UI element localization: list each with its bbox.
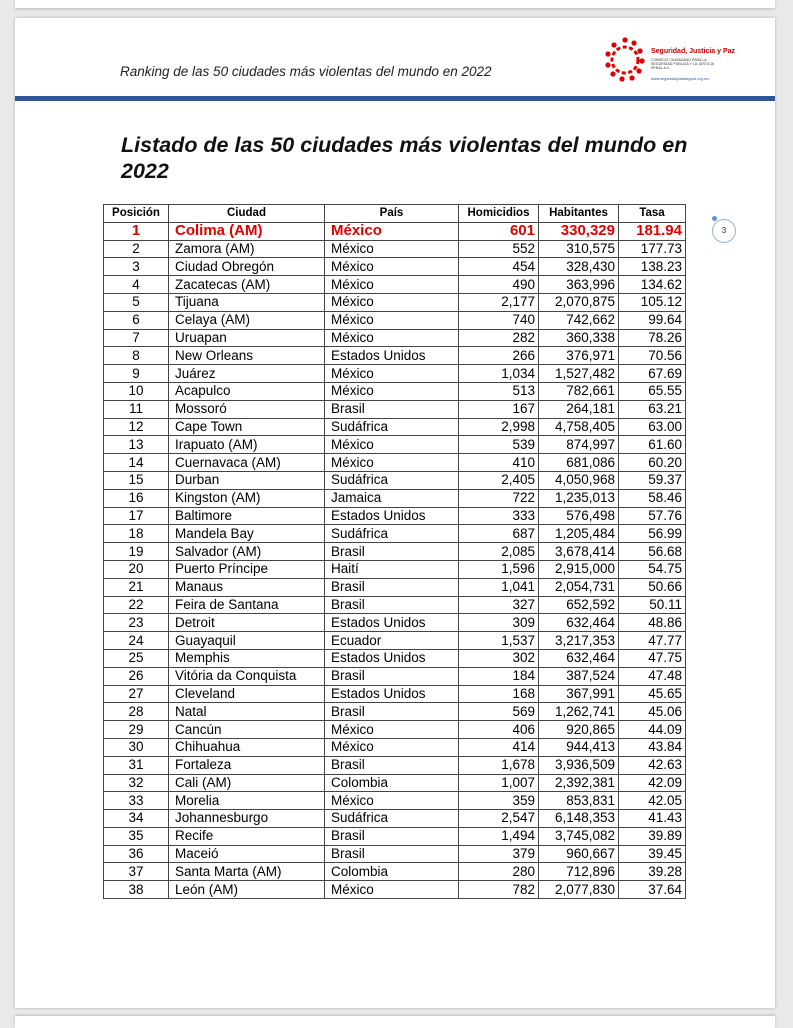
cell-rate: 48.86 xyxy=(619,614,686,632)
cell-rate: 44.09 xyxy=(619,721,686,739)
cell-country: México xyxy=(325,240,459,258)
cell-position: 1 xyxy=(104,222,169,240)
table-row xyxy=(104,525,686,543)
cell-rate: 37.64 xyxy=(619,881,686,899)
cell-homicides: 569 xyxy=(459,703,539,721)
cell-rate: 134.62 xyxy=(619,276,686,294)
cell-city: Manaus xyxy=(169,578,325,596)
cell-homicides: 1,034 xyxy=(459,365,539,383)
logo-name: Seguridad, Justicia y Paz xyxy=(651,48,736,55)
document-page xyxy=(15,18,775,1008)
cell-city: Johannesburgo xyxy=(169,810,325,828)
cell-country: México xyxy=(325,436,459,454)
table-row xyxy=(104,703,686,721)
cell-city: Tijuana xyxy=(169,293,325,311)
cell-homicides: 490 xyxy=(459,276,539,294)
table-row xyxy=(104,347,686,365)
header-rate: Tasa xyxy=(619,205,686,223)
cell-population: 652,592 xyxy=(539,596,619,614)
cell-rate: 54.75 xyxy=(619,560,686,578)
cell-rate: 42.63 xyxy=(619,756,686,774)
cell-population: 3,745,082 xyxy=(539,827,619,845)
cell-position: 30 xyxy=(104,738,169,756)
cell-homicides: 2,547 xyxy=(459,810,539,828)
cell-position: 13 xyxy=(104,436,169,454)
cell-city: Durban xyxy=(169,471,325,489)
cell-city: Cancún xyxy=(169,721,325,739)
cities-ranking-table xyxy=(103,204,686,899)
cell-rate: 39.45 xyxy=(619,845,686,863)
cell-city: León (AM) xyxy=(169,881,325,899)
cell-position: 34 xyxy=(104,810,169,828)
cell-country: Brasil xyxy=(325,827,459,845)
cell-city: Santa Marta (AM) xyxy=(169,863,325,881)
cell-rate: 43.84 xyxy=(619,738,686,756)
cell-rate: 70.56 xyxy=(619,347,686,365)
table-row xyxy=(104,792,686,810)
table-row xyxy=(104,756,686,774)
cell-city: Feira de Santana xyxy=(169,596,325,614)
table-row xyxy=(104,240,686,258)
header-title: Ranking de las 50 ciudades más violentas del mundo en 2022 xyxy=(120,64,492,79)
cell-population: 3,678,414 xyxy=(539,543,619,561)
cell-city: Vitória da Conquista xyxy=(169,667,325,685)
cell-position: 3 xyxy=(104,258,169,276)
cell-position: 19 xyxy=(104,543,169,561)
cell-position: 33 xyxy=(104,792,169,810)
cell-country: Brasil xyxy=(325,578,459,596)
cell-city: Fortaleza xyxy=(169,756,325,774)
cell-position: 28 xyxy=(104,703,169,721)
cell-homicides: 2,177 xyxy=(459,293,539,311)
cell-position: 23 xyxy=(104,614,169,632)
cell-position: 4 xyxy=(104,276,169,294)
table-row xyxy=(104,293,686,311)
cell-position: 12 xyxy=(104,418,169,436)
cell-population: 264,181 xyxy=(539,400,619,418)
cell-rate: 65.55 xyxy=(619,382,686,400)
cell-country: Estados Unidos xyxy=(325,685,459,703)
page-number-badge[interactable]: 3 xyxy=(712,219,736,243)
cell-city: Zamora (AM) xyxy=(169,240,325,258)
previous-page-edge xyxy=(15,0,775,8)
cell-city: Baltimore xyxy=(169,507,325,525)
cell-population: 360,338 xyxy=(539,329,619,347)
cell-homicides: 2,998 xyxy=(459,418,539,436)
cell-homicides: 167 xyxy=(459,400,539,418)
table-row xyxy=(104,578,686,596)
cell-homicides: 302 xyxy=(459,649,539,667)
cell-homicides: 601 xyxy=(459,222,539,240)
cell-population: 944,413 xyxy=(539,738,619,756)
cell-population: 4,758,405 xyxy=(539,418,619,436)
cell-position: 31 xyxy=(104,756,169,774)
cell-country: México xyxy=(325,276,459,294)
cell-homicides: 168 xyxy=(459,685,539,703)
cell-homicides: 410 xyxy=(459,454,539,472)
cell-city: Mossoró xyxy=(169,400,325,418)
cell-country: México xyxy=(325,721,459,739)
cell-country: Brasil xyxy=(325,756,459,774)
cell-rate: 39.28 xyxy=(619,863,686,881)
cell-population: 330,329 xyxy=(539,222,619,240)
cell-homicides: 1,537 xyxy=(459,632,539,650)
cell-homicides: 184 xyxy=(459,667,539,685)
next-page-edge xyxy=(15,1016,775,1028)
cell-homicides: 2,405 xyxy=(459,471,539,489)
cell-population: 363,996 xyxy=(539,276,619,294)
cell-rate: 58.46 xyxy=(619,489,686,507)
cell-city: Salvador (AM) xyxy=(169,543,325,561)
header-homicides: Homicidios xyxy=(459,205,539,223)
cell-city: Juárez xyxy=(169,365,325,383)
cell-position: 37 xyxy=(104,863,169,881)
cell-position: 6 xyxy=(104,311,169,329)
cell-rate: 45.65 xyxy=(619,685,686,703)
cell-homicides: 539 xyxy=(459,436,539,454)
cell-country: Sudáfrica xyxy=(325,418,459,436)
organization-logo xyxy=(600,32,770,92)
cell-population: 576,498 xyxy=(539,507,619,525)
cell-homicides: 2,085 xyxy=(459,543,539,561)
cell-rate: 50.66 xyxy=(619,578,686,596)
cell-position: 32 xyxy=(104,774,169,792)
table-row xyxy=(104,543,686,561)
cell-country: Estados Unidos xyxy=(325,614,459,632)
table-row xyxy=(104,863,686,881)
table-row xyxy=(104,649,686,667)
table-row xyxy=(104,596,686,614)
cell-city: Colima (AM) xyxy=(169,222,325,240)
cell-rate: 56.68 xyxy=(619,543,686,561)
cell-city: Recife xyxy=(169,827,325,845)
cell-homicides: 1,041 xyxy=(459,578,539,596)
cell-population: 387,524 xyxy=(539,667,619,685)
table-row xyxy=(104,738,686,756)
cell-position: 25 xyxy=(104,649,169,667)
cell-rate: 67.69 xyxy=(619,365,686,383)
cell-population: 310,575 xyxy=(539,240,619,258)
cell-country: Brasil xyxy=(325,703,459,721)
table-row xyxy=(104,881,686,899)
cell-position: 20 xyxy=(104,560,169,578)
cell-population: 632,464 xyxy=(539,649,619,667)
cell-population: 1,262,741 xyxy=(539,703,619,721)
cell-rate: 47.75 xyxy=(619,649,686,667)
cell-rate: 42.05 xyxy=(619,792,686,810)
cell-city: Chihuahua xyxy=(169,738,325,756)
table-row xyxy=(104,365,686,383)
cell-country: México xyxy=(325,222,459,240)
cell-population: 328,430 xyxy=(539,258,619,276)
header-country: País xyxy=(325,205,459,223)
cell-rate: 177.73 xyxy=(619,240,686,258)
cell-city: Cali (AM) xyxy=(169,774,325,792)
cell-country: Colombia xyxy=(325,774,459,792)
cell-rate: 181.94 xyxy=(619,222,686,240)
cell-position: 11 xyxy=(104,400,169,418)
header-position: Posición xyxy=(104,205,169,223)
cell-country: Brasil xyxy=(325,596,459,614)
cell-population: 3,217,353 xyxy=(539,632,619,650)
cell-population: 920,865 xyxy=(539,721,619,739)
cell-position: 24 xyxy=(104,632,169,650)
table-body xyxy=(104,222,686,898)
header-city: Ciudad xyxy=(169,205,325,223)
cell-homicides: 1,007 xyxy=(459,774,539,792)
cell-population: 6,148,353 xyxy=(539,810,619,828)
table-row xyxy=(104,614,686,632)
table-row xyxy=(104,632,686,650)
cell-population: 2,077,830 xyxy=(539,881,619,899)
cell-position: 8 xyxy=(104,347,169,365)
cell-homicides: 309 xyxy=(459,614,539,632)
table-row xyxy=(104,382,686,400)
cell-population: 2,054,731 xyxy=(539,578,619,596)
cell-country: Brasil xyxy=(325,667,459,685)
cell-city: Cape Town xyxy=(169,418,325,436)
cell-city: Kingston (AM) xyxy=(169,489,325,507)
cell-country: Ecuador xyxy=(325,632,459,650)
cell-population: 632,464 xyxy=(539,614,619,632)
document-title: Listado de las 50 ciudades más violentas del mundo en 2022 xyxy=(121,133,688,183)
cell-population: 2,915,000 xyxy=(539,560,619,578)
cell-country: México xyxy=(325,258,459,276)
cell-homicides: 359 xyxy=(459,792,539,810)
cell-rate: 99.64 xyxy=(619,311,686,329)
table-row xyxy=(104,721,686,739)
cell-country: Brasil xyxy=(325,543,459,561)
cell-city: Natal xyxy=(169,703,325,721)
cell-position: 7 xyxy=(104,329,169,347)
cell-homicides: 282 xyxy=(459,329,539,347)
cell-country: Estados Unidos xyxy=(325,649,459,667)
table-row xyxy=(104,774,686,792)
table-row xyxy=(104,810,686,828)
cell-position: 15 xyxy=(104,471,169,489)
cell-population: 367,991 xyxy=(539,685,619,703)
cell-country: Brasil xyxy=(325,845,459,863)
cell-rate: 42.09 xyxy=(619,774,686,792)
table-row xyxy=(104,436,686,454)
cell-city: Zacatecas (AM) xyxy=(169,276,325,294)
cell-homicides: 414 xyxy=(459,738,539,756)
cell-position: 26 xyxy=(104,667,169,685)
cell-rate: 47.48 xyxy=(619,667,686,685)
cell-homicides: 552 xyxy=(459,240,539,258)
cell-country: Jamaica xyxy=(325,489,459,507)
cell-homicides: 266 xyxy=(459,347,539,365)
cell-city: Acapulco xyxy=(169,382,325,400)
cell-position: 36 xyxy=(104,845,169,863)
logo-url: www.seguridadjusticiaypaz.org.mx xyxy=(651,77,710,81)
cell-rate: 56.99 xyxy=(619,525,686,543)
cell-position: 2 xyxy=(104,240,169,258)
cell-population: 3,936,509 xyxy=(539,756,619,774)
cell-homicides: 454 xyxy=(459,258,539,276)
cell-city: Ciudad Obregón xyxy=(169,258,325,276)
cell-homicides: 1,678 xyxy=(459,756,539,774)
cell-homicides: 379 xyxy=(459,845,539,863)
cell-population: 681,086 xyxy=(539,454,619,472)
table-row xyxy=(104,276,686,294)
table-row xyxy=(104,489,686,507)
cell-country: México xyxy=(325,454,459,472)
cell-country: México xyxy=(325,311,459,329)
cell-population: 1,235,013 xyxy=(539,489,619,507)
cell-position: 9 xyxy=(104,365,169,383)
table-row xyxy=(104,560,686,578)
cell-city: Cuernavaca (AM) xyxy=(169,454,325,472)
cell-population: 376,971 xyxy=(539,347,619,365)
cell-rate: 63.00 xyxy=(619,418,686,436)
table-row xyxy=(104,311,686,329)
cell-homicides: 740 xyxy=(459,311,539,329)
cell-rate: 138.23 xyxy=(619,258,686,276)
cell-population: 2,070,875 xyxy=(539,293,619,311)
cell-country: Estados Unidos xyxy=(325,507,459,525)
cell-homicides: 406 xyxy=(459,721,539,739)
cell-rate: 61.60 xyxy=(619,436,686,454)
cell-city: Maceió xyxy=(169,845,325,863)
cell-rate: 50.11 xyxy=(619,596,686,614)
cell-country: México xyxy=(325,881,459,899)
cell-city: Guayaquil xyxy=(169,632,325,650)
cell-position: 18 xyxy=(104,525,169,543)
cell-population: 1,527,482 xyxy=(539,365,619,383)
table-row xyxy=(104,400,686,418)
cell-position: 10 xyxy=(104,382,169,400)
cell-country: Sudáfrica xyxy=(325,471,459,489)
cell-country: México xyxy=(325,329,459,347)
cell-position: 29 xyxy=(104,721,169,739)
cell-rate: 39.89 xyxy=(619,827,686,845)
cell-homicides: 1,596 xyxy=(459,560,539,578)
cell-country: Haití xyxy=(325,560,459,578)
cell-homicides: 782 xyxy=(459,881,539,899)
header-divider xyxy=(15,96,775,101)
cell-country: México xyxy=(325,365,459,383)
cell-rate: 57.76 xyxy=(619,507,686,525)
cell-city: Puerto Príncipe xyxy=(169,560,325,578)
cell-homicides: 280 xyxy=(459,863,539,881)
cell-position: 5 xyxy=(104,293,169,311)
cell-country: Colombia xyxy=(325,863,459,881)
cell-population: 2,392,381 xyxy=(539,774,619,792)
cell-homicides: 687 xyxy=(459,525,539,543)
table-row xyxy=(104,418,686,436)
cell-country: Brasil xyxy=(325,400,459,418)
header-population: Habitantes xyxy=(539,205,619,223)
table-row xyxy=(104,507,686,525)
people-circle-logo-icon xyxy=(600,32,650,92)
logo-subtitle: CONSEJO CIUDADANO PARA LA SEGURIDAD PÚBLICA Y LA JUSTICIA PENAL A.C. xyxy=(651,58,714,71)
table-row xyxy=(104,827,686,845)
cell-position: 21 xyxy=(104,578,169,596)
cell-position: 14 xyxy=(104,454,169,472)
table-row xyxy=(104,454,686,472)
cell-rate: 59.37 xyxy=(619,471,686,489)
cell-position: 27 xyxy=(104,685,169,703)
cell-country: México xyxy=(325,293,459,311)
cell-city: Detroit xyxy=(169,614,325,632)
table-row xyxy=(104,471,686,489)
cell-population: 4,050,968 xyxy=(539,471,619,489)
cell-city: Morelia xyxy=(169,792,325,810)
cell-rate: 105.12 xyxy=(619,293,686,311)
table-row xyxy=(104,258,686,276)
cell-rate: 78.26 xyxy=(619,329,686,347)
cell-city: Mandela Bay xyxy=(169,525,325,543)
cell-population: 742,662 xyxy=(539,311,619,329)
cell-country: México xyxy=(325,382,459,400)
cell-population: 960,667 xyxy=(539,845,619,863)
cell-population: 874,997 xyxy=(539,436,619,454)
cell-population: 1,205,484 xyxy=(539,525,619,543)
cell-position: 17 xyxy=(104,507,169,525)
table-header-row xyxy=(104,205,686,223)
cell-homicides: 1,494 xyxy=(459,827,539,845)
cell-position: 22 xyxy=(104,596,169,614)
cell-country: México xyxy=(325,792,459,810)
cell-country: Estados Unidos xyxy=(325,347,459,365)
cell-city: Irapuato (AM) xyxy=(169,436,325,454)
cell-rate: 60.20 xyxy=(619,454,686,472)
cell-position: 38 xyxy=(104,881,169,899)
cell-population: 853,831 xyxy=(539,792,619,810)
cell-rate: 63.21 xyxy=(619,400,686,418)
cell-city: Cleveland xyxy=(169,685,325,703)
cell-city: Uruapan xyxy=(169,329,325,347)
cell-city: Memphis xyxy=(169,649,325,667)
cell-city: Celaya (AM) xyxy=(169,311,325,329)
cell-homicides: 513 xyxy=(459,382,539,400)
cell-rate: 47.77 xyxy=(619,632,686,650)
cell-rate: 45.06 xyxy=(619,703,686,721)
cell-population: 782,661 xyxy=(539,382,619,400)
cell-homicides: 333 xyxy=(459,507,539,525)
table-row xyxy=(104,667,686,685)
cell-country: México xyxy=(325,738,459,756)
table-row xyxy=(104,329,686,347)
cell-homicides: 722 xyxy=(459,489,539,507)
table-row xyxy=(104,845,686,863)
table-row xyxy=(104,685,686,703)
cell-homicides: 327 xyxy=(459,596,539,614)
cell-position: 16 xyxy=(104,489,169,507)
table-row xyxy=(104,222,686,240)
cell-population: 712,896 xyxy=(539,863,619,881)
cell-city: New Orleans xyxy=(169,347,325,365)
cell-position: 35 xyxy=(104,827,169,845)
cell-rate: 41.43 xyxy=(619,810,686,828)
cell-country: Sudáfrica xyxy=(325,810,459,828)
cell-country: Sudáfrica xyxy=(325,525,459,543)
